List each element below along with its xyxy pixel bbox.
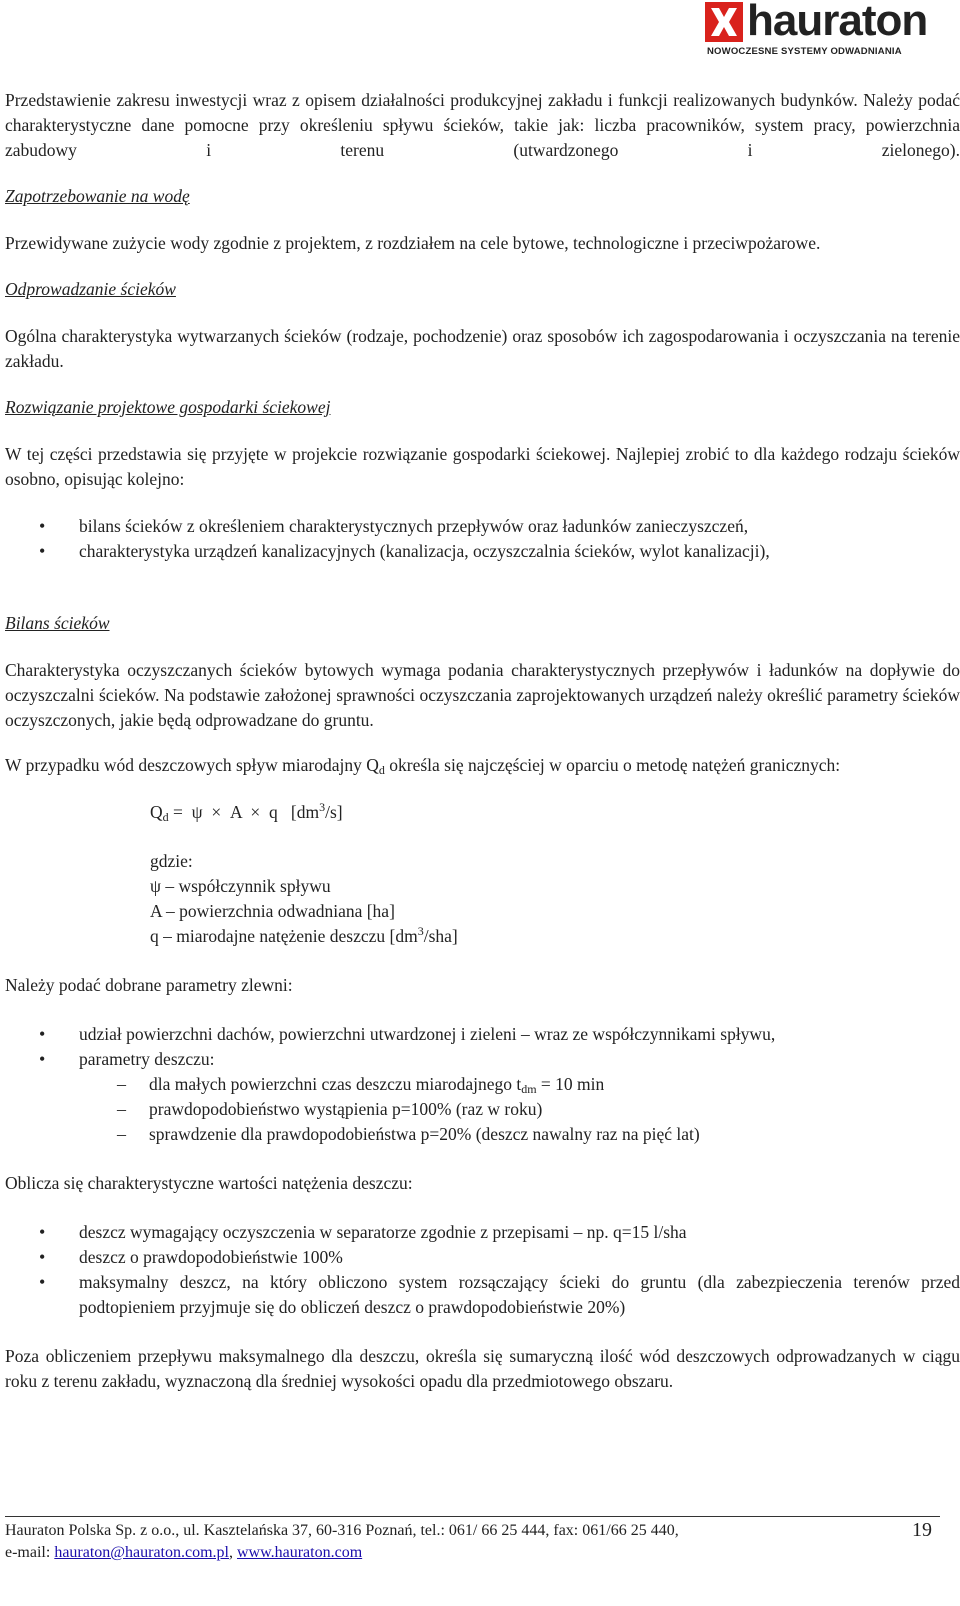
values-list [5,1220,960,1320]
footer-contact: e-mail: hauraton@hauraton.com.pl, www.hauraton.com [5,1544,363,1561]
formula-equation: $Q_d = \psi \times A \times q$ $[dm^3/s]$ [150,800,343,824]
logo-h-icon [705,2,743,42]
page-footer [5,1516,940,1564]
section-heading-solution: Rozwiązanie projektowe gospodarki ściekowej [5,397,331,417]
formula-definition: q – miarodajne natężenie deszczu $[dm^3/sha]$ [150,924,458,946]
list-item: • bilans ścieków z określeniem charakterystycznych przepływów oraz ładunków zanieczyszczeń, [5,514,960,539]
section-heading-water: Zapotrzebowanie na wodę [5,186,190,206]
intro-paragraph: Przedstawienie zakresu inwestycji wraz z opisem działalności produkcyjnej zakładu i funkcji realizowanych budynków. Należy podać charakterystyczne dane pomocne przy określeniu spływu ścieków, takie jak: liczba pracowników, system pracy, powierzchnia zabudowy i terenu (utwardzonego i zielonego). [5,90,960,160]
logo-wordmark: hauraton [747,0,928,45]
balance-paragraph: Charakterystyka oczyszczanych ścieków bytowych wymaga podania charakterystycznych przepływów i ładunków na dopływie do oczyszczalni ścieków. Na podstawie założonej sprawności oczyszczania zaprojektowanych urządzeń należy określić parametry ścieków oczyszczonych, jakie będą odprowadzane do gruntu. [5,660,960,730]
list-item: • maksymalny deszcz, na który obliczono system rozsączający ścieki do gruntu (dla zabezpieczenia terenów przed podtopieniem przyjmuje się do obliczeń deszcz o prawdopodobieństwie 20%) [5,1270,960,1320]
rainwater-paragraph: W przypadku wód deszczowych spływ miarodajny $Q_d$ określa się najczęściej w oparciu o metodę natężeń granicznych: [5,755,841,777]
list-item: • charakterystyka urządzeń kanalizacyjnych (kanalizacja, oczyszczalnia ścieków, wylot kanalizacji), [5,539,960,564]
formula-where: gdzie: [150,851,193,871]
list-item: – prawdopodobieństwo wystąpienia p=100% (raz w roku) [5,1097,960,1122]
closing-paragraph: Poza obliczeniem przepływu maksymalnego dla deszczu, określa się sumaryczną ilość wód deszczowych odprowadzanych w ciągu roku z terenu zakładu, wyznaczoną dla średniej wysokości opadu dla przedmiotowego obszaru. [5,1346,960,1391]
values-intro: Oblicza się charakterystyczne wartości natężenia deszczu: [5,1173,413,1193]
params-intro: Należy podać dobrane parametry zlewni: [5,975,293,995]
solution-paragraph: W tej części przedstawia się przyjęte w projekcie rozwiązanie gospodarki ściekowej. Najlepiej zrobić to dla każdego rodzaju ścieków osobno, opisując kolejno: [5,444,960,489]
email-link[interactable]: hauraton@hauraton.com.pl [54,1544,229,1561]
list-item: • parametry deszczu: [5,1047,960,1072]
hauraton-logo [705,2,955,58]
water-paragraph: Przewidywane zużycie wody zgodnie z projektem, z rozdziałem na cele bytowe, technologiczne i przeciwpożarowe. [5,233,821,253]
website-link[interactable]: www.hauraton.com [237,1544,363,1561]
page-number: 19 [912,1519,932,1541]
rain-params-list [5,1072,960,1147]
sewage-paragraph: Ogólna charakterystyka wytwarzanych ścieków (rodzaje, pochodzenie) oraz sposobów ich zagospodarowania i oczyszczania na terenie zakładu. [5,326,960,371]
section-heading-balance: Bilans ścieków [5,613,110,633]
footer-address: Hauraton Polska Sp. z o.o., ul. Kasztelańska 37, 60-316 Poznań, tel.: 061/ 66 25 444, fax: 061/66 25 440, [5,1522,679,1539]
formula-definition: A – powierzchnia odwadniana [ha] [150,901,395,921]
section-heading-sewage: Odprowadzanie ścieków [5,279,176,299]
params-list [5,1022,960,1072]
footer-text [5,1517,940,1564]
solution-list [5,514,960,564]
list-item: – dla małych powierzchni czas deszczu miarodajnego $t_{dm} = 10$ min [5,1072,960,1097]
logo-tagline: NOWOCZESNE SYSTEMY ODWADNIANIA [707,46,902,57]
formula-definition: ψ – współczynnik spływu [150,876,331,896]
document-body [5,88,960,1394]
list-item: – sprawdzenie dla prawdopodobieństwa p=20% (deszcz nawalny raz na pięć lat) [5,1122,960,1147]
list-item: • udział powierzchni dachów, powierzchni utwardzonej i zieleni – wraz ze współczynnikami spływu, [5,1022,960,1047]
list-item: • deszcz o prawdopodobieństwie 100% [5,1245,960,1270]
list-item: • deszcz wymagający oczyszczenia w separatorze zgodnie z przepisami – np. q=15 l/sha [5,1220,960,1245]
logo-mark [705,2,743,42]
runoff-formula [5,800,960,949]
